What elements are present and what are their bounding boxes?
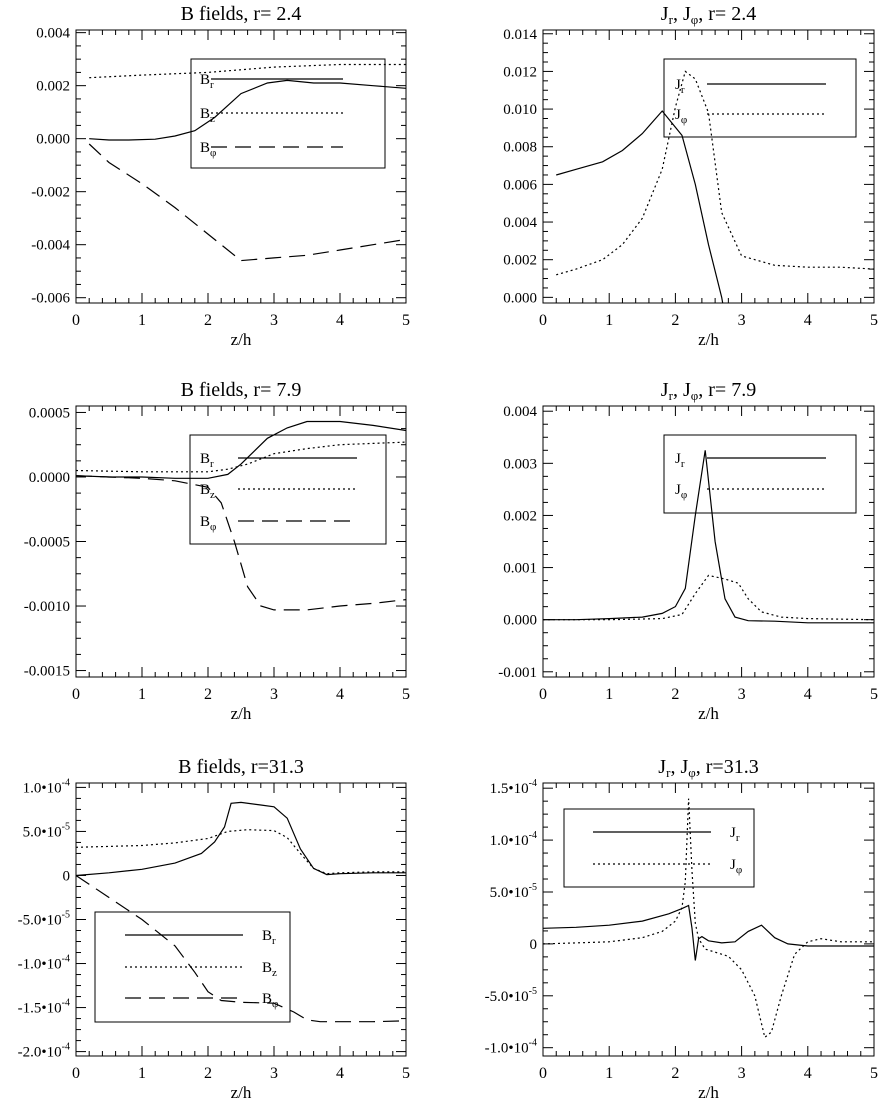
series-line-Br1 [76, 802, 406, 875]
x-tick-label: 1 [605, 686, 614, 703]
x-tick-label: 2 [204, 1065, 212, 1082]
x-axis-label: z/h [230, 704, 252, 723]
legend-label: $B_z$ [200, 106, 215, 125]
series-line-Br1 [76, 422, 406, 479]
x-tick-label: 1 [605, 1065, 614, 1082]
x-tick-label: 5 [870, 686, 878, 703]
x-axis-label: z/h [230, 1083, 252, 1100]
legend-label: $B_\varphi$ [200, 140, 217, 159]
legend-label: $J_r$ [675, 77, 685, 96]
x-tick-label: 2 [671, 1065, 680, 1082]
series-line-Jr1 [556, 111, 732, 354]
x-tick-label: 3 [737, 312, 746, 329]
x-tick-label: 3 [270, 1065, 278, 1082]
x-tick-label: 5 [402, 686, 410, 703]
x-tick-label: 4 [803, 686, 812, 703]
y-tick-label: -0.0010 [23, 599, 70, 616]
legend-label: $B_r$ [262, 928, 276, 947]
y-tick-label: $-1.0•10^{-4}$ [17, 953, 70, 973]
y-tick-label: 0.002 [503, 508, 537, 525]
y-tick-label: 0.002 [503, 252, 537, 269]
y-tick-label: $1.0•10^{-4}$ [489, 830, 537, 850]
x-tick-label: 5 [402, 1065, 410, 1082]
chart-panel-2 [503, 3, 878, 354]
plot-frame [543, 30, 874, 303]
chart-panel-4 [498, 379, 878, 723]
x-tick-label: 1 [138, 312, 146, 329]
y-tick-label: 0.000 [503, 612, 537, 629]
y-tick-label: 0.003 [503, 456, 537, 473]
y-tick-label: 0.010 [503, 102, 537, 119]
x-tick-label: 0 [72, 1065, 80, 1082]
x-tick-label: 2 [204, 686, 212, 703]
plot-frame [76, 406, 406, 677]
y-tick-label: $1.0•10^{-4}$ [22, 777, 70, 797]
y-tick-label: $-2.0•10^{-4}$ [17, 1041, 70, 1061]
series-line-Bz2 [76, 442, 406, 472]
x-tick-label: 4 [336, 1065, 344, 1082]
legend-label: $J_\varphi$ [675, 107, 688, 126]
x-tick-label: 3 [270, 312, 278, 329]
x-tick-label: 5 [870, 312, 878, 329]
y-tick-label: -0.0005 [23, 534, 70, 551]
chart-panel-3 [24, 379, 410, 723]
x-tick-label: 3 [737, 686, 746, 703]
x-axis-label: z/h [698, 704, 719, 723]
legend-label: $B_r$ [200, 72, 214, 91]
x-tick-label: 4 [336, 312, 344, 329]
y-tick-label: $-5.0•10^{-5}$ [484, 985, 537, 1005]
y-tick-label: -0.004 [31, 237, 70, 254]
x-tick-label: 5 [870, 1065, 878, 1082]
chart-title: $J_r$, $J_\varphi$, r= 2.4 [660, 3, 757, 27]
legend-box [564, 809, 754, 887]
y-tick-label: 0.004 [36, 25, 70, 42]
x-tick-label: 5 [402, 312, 410, 329]
series-line-B3 [76, 876, 406, 1022]
legend-label: $B_z$ [262, 960, 277, 979]
y-tick-label: $-1.0•10^{-4}$ [484, 1037, 537, 1057]
legend-label: $J_\varphi$ [730, 857, 743, 876]
legend-box [95, 912, 290, 1022]
x-tick-label: 1 [138, 686, 146, 703]
y-tick-label: 0 [529, 936, 537, 953]
x-tick-label: 4 [336, 686, 344, 703]
y-tick-label: -0.006 [31, 290, 70, 307]
series-line-B3 [89, 144, 406, 261]
chart-panel-5 [18, 756, 410, 1100]
x-tick-label: 0 [72, 312, 80, 329]
x-tick-label: 3 [737, 1065, 746, 1082]
x-tick-label: 1 [605, 312, 614, 329]
x-tick-label: 2 [671, 686, 680, 703]
legend [664, 59, 856, 137]
x-axis-label: z/h [698, 1083, 719, 1100]
legend-box [664, 59, 856, 137]
series-line-J2 [543, 799, 874, 1038]
series-line-J2 [556, 71, 874, 274]
legend [564, 809, 754, 887]
chart-title: B fields, r=31.3 [178, 756, 304, 778]
plot-frame [76, 783, 406, 1056]
y-tick-label: 0 [62, 868, 70, 885]
plot-frame [543, 406, 874, 677]
plot-frame [543, 783, 874, 1056]
x-tick-label: 0 [539, 1065, 547, 1082]
y-tick-label: 0.000 [503, 290, 537, 307]
y-tick-label: 0.012 [503, 64, 537, 81]
y-tick-label: 0.0005 [28, 405, 70, 422]
y-tick-label: 0.008 [503, 139, 537, 156]
series-line-Jr1 [543, 906, 874, 961]
series-line-Br1 [89, 80, 406, 140]
y-tick-label: 0.000 [36, 131, 70, 148]
x-tick-label: 4 [803, 312, 812, 329]
x-axis-label: z/h [698, 330, 719, 349]
y-tick-label: 0.004 [503, 215, 537, 232]
chart-title: $J_r$, $J_\varphi$, r= 7.9 [660, 379, 757, 403]
series-line-Bz2 [76, 830, 406, 874]
chart-title: B fields, r= 7.9 [180, 379, 302, 401]
legend [190, 435, 386, 544]
plot-frame [76, 30, 406, 303]
x-tick-label: 0 [539, 686, 547, 703]
series-line-J2 [543, 575, 874, 619]
legend-label: $J_r$ [675, 451, 685, 470]
y-tick-label: 0.004 [503, 404, 537, 421]
y-tick-label: 0.002 [36, 78, 70, 95]
chart-title: $J_r$, $J_\varphi$, r=31.3 [658, 756, 759, 780]
series-line-B3 [76, 476, 406, 610]
y-tick-label: $-1.5•10^{-4}$ [17, 997, 70, 1017]
legend-label: $J_r$ [730, 825, 740, 844]
y-tick-label: $5.0•10^{-5}$ [489, 881, 537, 901]
x-tick-label: 2 [204, 312, 212, 329]
y-tick-label: 0.0000 [28, 469, 70, 486]
series-line-Jr1 [543, 450, 874, 623]
legend-box [664, 435, 856, 513]
x-tick-label: 3 [270, 686, 278, 703]
y-tick-label: -0.002 [31, 184, 70, 201]
x-tick-label: 2 [671, 312, 680, 329]
x-tick-label: 4 [803, 1065, 812, 1082]
legend-label: $B_r$ [200, 451, 214, 470]
legend-label: $B_\varphi$ [262, 991, 279, 1010]
chart-title: B fields, r= 2.4 [180, 3, 302, 25]
chart-panel-1 [31, 3, 410, 349]
y-tick-label: -0.001 [498, 664, 537, 681]
legend [95, 912, 290, 1022]
y-tick-label: $-5.0•10^{-5}$ [17, 909, 70, 929]
legend-label: $B_\varphi$ [200, 514, 217, 533]
chart-panel-6 [485, 756, 878, 1100]
x-axis-label: z/h [230, 330, 252, 349]
legend-label: $B_z$ [200, 482, 215, 501]
legend [664, 435, 856, 513]
series-line-Bz2 [89, 65, 406, 78]
x-tick-label: 0 [72, 686, 80, 703]
y-tick-label: 0.001 [503, 560, 537, 577]
legend-label: $J_\varphi$ [675, 482, 688, 501]
y-tick-label: 0.006 [503, 177, 537, 194]
x-tick-label: 1 [138, 1065, 146, 1082]
x-tick-label: 0 [539, 312, 547, 329]
panels [18, 3, 878, 1100]
y-tick-label: 0.014 [503, 26, 537, 43]
y-tick-label: $5.0•10^{-5}$ [22, 821, 70, 841]
legend [191, 59, 385, 168]
y-tick-label: $1.5•10^{-4}$ [489, 778, 537, 798]
y-tick-label: -0.0015 [23, 663, 70, 680]
